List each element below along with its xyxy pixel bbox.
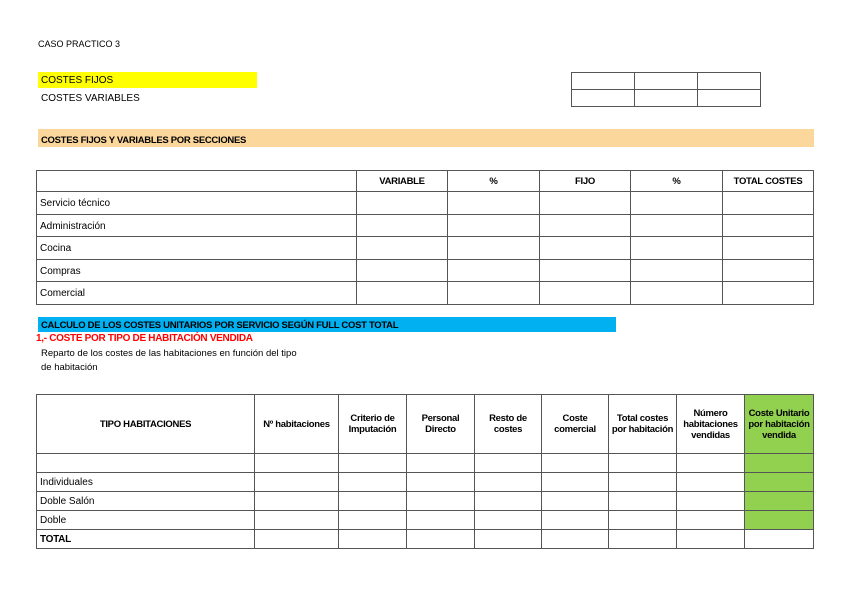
table-row	[37, 192, 814, 215]
table-cell[interactable]	[609, 492, 677, 511]
column-header-criterion: Criterio de Imputación	[339, 395, 407, 454]
column-header-direct-staff: Personal Directo	[407, 395, 475, 454]
table-cell[interactable]	[357, 192, 448, 215]
document-title: CASO PRACTICO 3	[38, 39, 121, 49]
unit-cost-cell[interactable]	[745, 530, 814, 549]
row-label: Cocina	[37, 237, 357, 260]
table-cell[interactable]	[475, 511, 542, 530]
table-cell[interactable]	[609, 511, 677, 530]
row-label: Doble Salón	[37, 492, 255, 511]
table-cell[interactable]	[475, 454, 542, 473]
table-cell[interactable]	[542, 492, 609, 511]
table-cell[interactable]	[631, 192, 723, 215]
column-header-variable: VARIABLE	[357, 171, 448, 192]
table-cell[interactable]	[723, 192, 814, 215]
table-row	[37, 237, 814, 260]
table-cell[interactable]	[677, 473, 745, 492]
table-cell[interactable]	[540, 214, 631, 237]
column-header-other-costs: Resto de costes	[475, 395, 542, 454]
variable-costs-label: COSTES VARIABLES	[41, 93, 140, 104]
table-cell[interactable]	[475, 492, 542, 511]
table-cell[interactable]	[723, 282, 814, 305]
table-cell[interactable]	[448, 214, 540, 237]
row-label: Individuales	[37, 473, 255, 492]
column-header-variable-pct: %	[448, 171, 540, 192]
table-cell[interactable]	[540, 259, 631, 282]
table-cell[interactable]	[448, 282, 540, 305]
table-cell[interactable]	[407, 530, 475, 549]
table-cell[interactable]	[339, 473, 407, 492]
sections-header-row	[37, 171, 814, 192]
table-cell[interactable]	[609, 454, 677, 473]
description-line: Reparto de los costes de las habitaciones en función del tipo	[41, 348, 297, 359]
table-cell[interactable]	[631, 214, 723, 237]
row-label	[37, 454, 255, 473]
table-cell[interactable]	[609, 530, 677, 549]
column-header	[37, 171, 357, 192]
table-cell[interactable]	[339, 530, 407, 549]
table-cell[interactable]	[723, 237, 814, 260]
table-row	[37, 454, 814, 473]
row-label: Servicio técnico	[37, 192, 357, 215]
unit-cost-cell[interactable]	[745, 473, 814, 492]
table-row	[37, 511, 814, 530]
column-header-total: TOTAL COSTES	[723, 171, 814, 192]
table-cell[interactable]	[677, 511, 745, 530]
table-cell[interactable]	[448, 192, 540, 215]
table-cell[interactable]	[255, 530, 339, 549]
table-cell[interactable]	[255, 454, 339, 473]
unit-cost-cell[interactable]	[745, 511, 814, 530]
grid-cell[interactable]	[572, 90, 635, 107]
table-cell[interactable]	[475, 530, 542, 549]
table-cell[interactable]	[357, 282, 448, 305]
summary-grid	[571, 72, 761, 107]
table-cell[interactable]	[609, 473, 677, 492]
table-cell[interactable]	[357, 237, 448, 260]
table-cell[interactable]	[407, 492, 475, 511]
table-cell[interactable]	[542, 473, 609, 492]
table-cell[interactable]	[357, 214, 448, 237]
table-cell[interactable]	[631, 282, 723, 305]
table-cell[interactable]	[540, 192, 631, 215]
table-cell[interactable]	[540, 237, 631, 260]
table-cell[interactable]	[723, 259, 814, 282]
column-header-fixed-pct: %	[631, 171, 723, 192]
rooms-header-row	[37, 395, 814, 454]
sections-title: COSTES FIJOS Y VARIABLES POR SECCIONES	[41, 135, 247, 146]
table-cell[interactable]	[255, 511, 339, 530]
unit-cost-cell[interactable]	[745, 492, 814, 511]
row-label-total: TOTAL	[37, 530, 255, 549]
column-header-rooms-sold: Número habitaciones vendidas	[677, 395, 745, 454]
table-cell[interactable]	[339, 492, 407, 511]
table-cell[interactable]	[407, 511, 475, 530]
column-header-total-per-room: Total costes por habitación	[609, 395, 677, 454]
table-cell[interactable]	[542, 530, 609, 549]
rooms-table	[36, 394, 814, 549]
table-cell[interactable]	[631, 237, 723, 260]
table-cell[interactable]	[631, 259, 723, 282]
sections-table	[36, 170, 814, 305]
table-row	[37, 492, 814, 511]
table-cell[interactable]	[677, 530, 745, 549]
grid-cell[interactable]	[698, 73, 761, 90]
grid-cell[interactable]	[698, 90, 761, 107]
grid-cell[interactable]	[635, 90, 698, 107]
table-row-total	[37, 530, 814, 549]
table-cell[interactable]	[542, 454, 609, 473]
unit-costs-subtitle: 1,- COSTE POR TIPO DE HABITACIÓN VENDIDA	[36, 333, 253, 344]
table-cell[interactable]	[407, 454, 475, 473]
table-cell[interactable]	[339, 511, 407, 530]
table-row	[37, 473, 814, 492]
table-cell[interactable]	[723, 214, 814, 237]
column-header-fixed: FIJO	[540, 171, 631, 192]
row-label: Doble	[37, 511, 255, 530]
column-header-commercial-cost: Coste comercial	[542, 395, 609, 454]
column-header-unit-cost: Coste Unitario por habitación vendida	[745, 395, 814, 454]
table-cell[interactable]	[475, 473, 542, 492]
unit-cost-cell[interactable]	[745, 454, 814, 473]
column-header-room-count: Nº habitaciones	[255, 395, 339, 454]
table-cell[interactable]	[255, 473, 339, 492]
table-cell[interactable]	[255, 492, 339, 511]
column-header-room-type: TIPO HABITACIONES	[37, 395, 255, 454]
fixed-costs-label: COSTES FIJOS	[41, 75, 114, 86]
table-cell[interactable]	[540, 282, 631, 305]
table-cell[interactable]	[407, 473, 475, 492]
description-line: de habitación	[41, 362, 98, 373]
table-cell[interactable]	[448, 237, 540, 260]
table-cell[interactable]	[677, 454, 745, 473]
row-label: Compras	[37, 259, 357, 282]
table-cell[interactable]	[357, 259, 448, 282]
table-row	[37, 259, 814, 282]
table-cell[interactable]	[542, 511, 609, 530]
grid-cell[interactable]	[572, 73, 635, 90]
table-row	[37, 282, 814, 305]
row-label: Administración	[37, 214, 357, 237]
table-row	[37, 214, 814, 237]
row-label: Comercial	[37, 282, 357, 305]
table-cell[interactable]	[677, 492, 745, 511]
unit-costs-title: CALCULO DE LOS COSTES UNITARIOS POR SERVICIO SEGÚN FULL COST TOTAL	[41, 320, 399, 331]
grid-cell[interactable]	[635, 73, 698, 90]
table-cell[interactable]	[339, 454, 407, 473]
table-cell[interactable]	[448, 259, 540, 282]
